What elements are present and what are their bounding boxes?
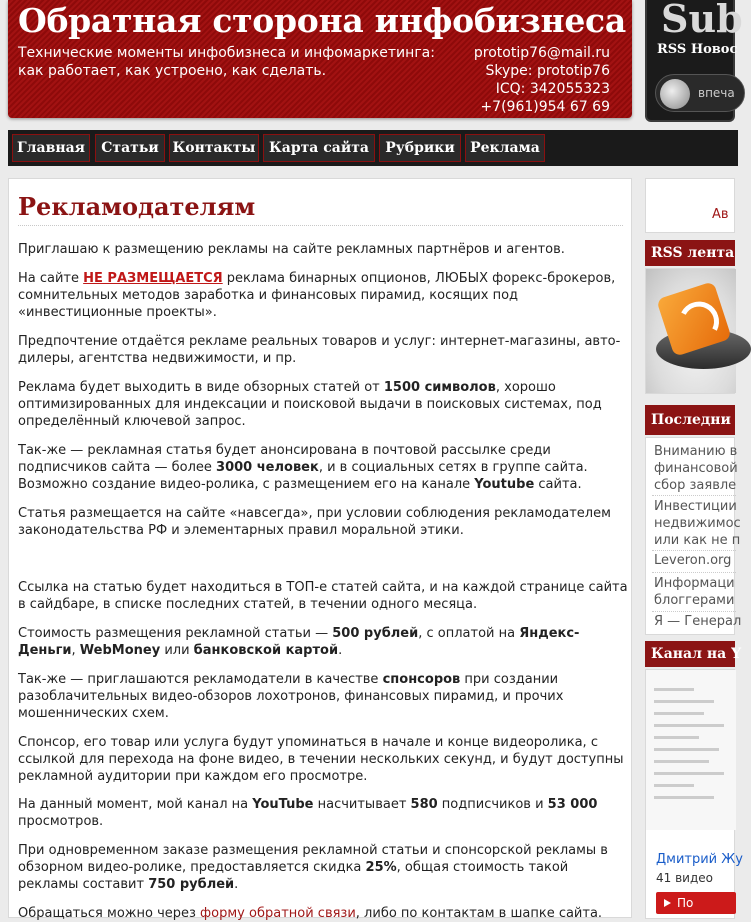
sidebar-top-box — [645, 178, 735, 233]
not-allowed-link[interactable]: НЕ РАЗМЕЩАЕТСЯ — [83, 271, 223, 286]
paragraph: На данный момент, мой канал на YouTube насчитывает 580 подписчиков и 53 000 просмотров. — [18, 797, 598, 829]
nav-item-advertising[interactable]: Реклама — [465, 134, 545, 162]
sidebar-channel-heading: Канал на Y — [645, 641, 735, 667]
subscribe-title: Sub — [661, 0, 743, 41]
sidebar-rss-box[interactable] — [645, 268, 735, 394]
site-header — [8, 0, 632, 118]
paragraph: Приглашаю к размещению рекламы на сайте рекламных партнёров и агентов. — [18, 242, 565, 257]
channel-video-count: 41 видео — [656, 871, 713, 885]
pin-icon — [660, 79, 690, 109]
recent-post-link[interactable]: Информаци блоггерами — [654, 576, 735, 608]
rss-trap-image — [646, 269, 736, 393]
subscribe-rss-link[interactable]: RSS Новос — [657, 42, 738, 57]
recent-post-link[interactable]: Вниманию в финансовой сбор заявле — [654, 444, 738, 493]
recent-post-link[interactable]: Я — Генерал — [654, 614, 742, 629]
paragraph: Статья размещается на сайте «навсегда», при условии соблюдения рекламодателем законодательства РФ и элементарных правил моральной этики. — [18, 506, 611, 538]
nav-item-sitemap[interactable]: Карта сайта — [263, 134, 375, 162]
sidebar-top-link[interactable]: Ав — [712, 207, 729, 222]
subscribe-email-placeholder: впеча — [698, 86, 735, 100]
sidebar-channel-box — [645, 669, 743, 919]
main-nav — [8, 130, 738, 166]
sidebar-recent-heading: Последни — [645, 405, 735, 435]
feedback-form-link[interactable]: форму обратной связи — [200, 906, 356, 921]
channel-name-link[interactable]: Дмитрий Жу — [656, 852, 743, 867]
channel-preview-image[interactable] — [646, 670, 736, 830]
paragraph: Спонсор, его товар или услуга будут упоминаться в начале и конце видеоролика, с ссылкой для перехода на фоне видео, в течении нескольких секунд, и будут доступны рекламной аудитории при каждом его просмотре. — [18, 735, 624, 784]
divider — [652, 495, 736, 496]
paragraph: На сайте НЕ РАЗМЕЩАЕТСЯ реклама бинарных опционов, ЛЮБЫХ форекс-брокеров, сомнительных методов заработка и финансовых пирамид, косящих под «инвестиционные проекты». — [18, 271, 616, 320]
site-title[interactable]: Обратная сторона инфобизнеса — [18, 1, 626, 40]
paragraph: Предпочтение отдаётся рекламе реальных товаров и услуг: интернет-магазины, авто-дилеры, агентства недвижимости, и пр. — [18, 334, 621, 366]
main-content — [8, 178, 632, 921]
paragraph: Так-же — приглашаются рекламодатели в качестве спонсоров при создании разоблачительных видео-обзоров лохотронов, финансовых пирамид, и прочих мошеннических схем. — [18, 672, 564, 721]
divider — [652, 611, 736, 612]
contact-skype: Skype: prototip76 — [485, 63, 610, 79]
divider — [652, 550, 736, 551]
paragraph: Ссылка на статью будет находиться в ТОП-е статей сайта, и на каждой странице сайта в сайдбаре, в списке последних статей, в течении одного месяца. — [18, 580, 628, 612]
sidebar-rss-heading: RSS лента — [645, 240, 735, 266]
contact-icq: ICQ: 342055323 — [495, 81, 610, 97]
subscribe-widget — [645, 0, 743, 122]
nav-item-categories[interactable]: Рубрики — [379, 134, 461, 162]
youtube-subscribe-button[interactable]: По — [656, 892, 736, 914]
contact-phone: +7(961)954 67 69 — [480, 99, 610, 115]
sidebar-recent-posts — [645, 437, 742, 635]
site-description-line: Технические моменты инфобизнеса и инфомаркетинга: — [18, 45, 435, 61]
page-title: Рекламодателям — [18, 192, 623, 226]
site-description-line: как работает, как устроено, как сделать. — [18, 63, 327, 79]
paragraph: Стоимость размещения рекламной статьи — 500 рублей, с оплатой на Яндекс-Деньги, WebMoney или банковской картой. — [18, 626, 580, 658]
subscribe-email-field[interactable] — [655, 74, 745, 112]
paragraph: Обращаться можно через форму обратной связи, либо по контактам в шапке сайта. — [18, 906, 603, 921]
nav-item-articles[interactable]: Статьи — [95, 134, 165, 162]
divider — [652, 572, 736, 573]
play-icon — [664, 899, 671, 907]
paragraph: Реклама будет выходить в виде обзорных статей от 1500 символов, хорошо оптимизированных для индексации и поисковой выдачи в поисковых системах, под определённый ключевой запрос. — [18, 380, 602, 429]
header-contacts — [474, 44, 610, 116]
nav-item-home[interactable]: Главная — [12, 134, 90, 162]
nav-item-contacts[interactable]: Контакты — [169, 134, 259, 162]
paragraph: Так-же — рекламная статья будет анонсирована в почтовой рассылке среди подписчиков сайта — более 3000 человек, и в социальных сетях в группе сайта. Возможно создание видео-ролика, с размещением его на канале Youtube сайта. — [18, 443, 588, 492]
recent-post-link[interactable]: Инвестиции недвижимос или как не п — [654, 499, 741, 548]
contact-email[interactable]: prototip76@mail.ru — [473, 45, 610, 61]
site-description — [18, 44, 435, 80]
recent-post-link[interactable]: Leveron.org — [654, 553, 732, 568]
paragraph: При одновременном заказе размещения рекламной статьи и спонсорской рекламы в обзорном видео-ролике, предоставляется скидка 25%, общая стоимость такой рекламы составит 750 рублей. — [18, 843, 608, 892]
